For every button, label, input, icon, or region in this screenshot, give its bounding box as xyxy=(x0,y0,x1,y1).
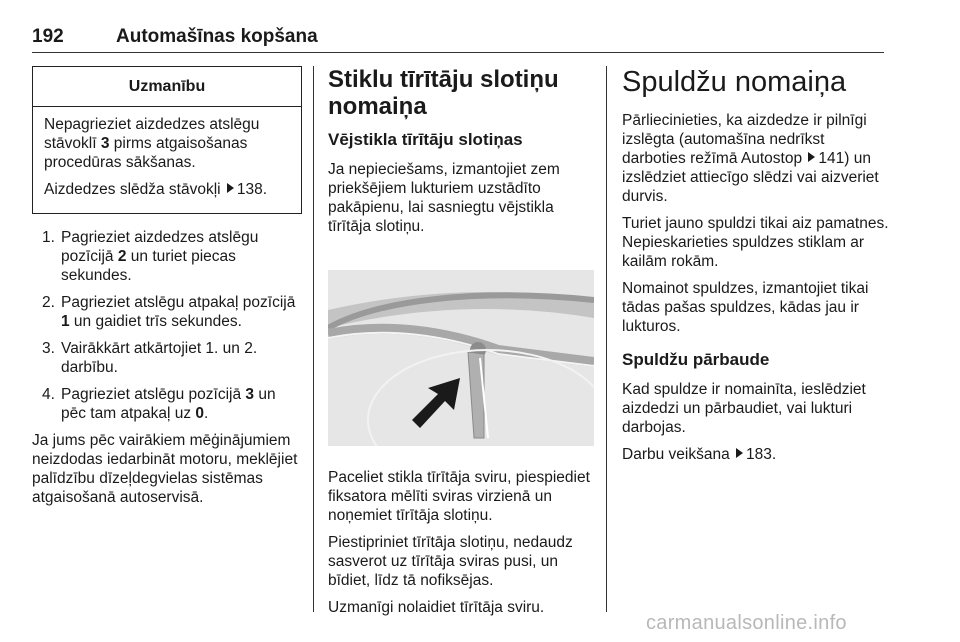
page-title: Automašīnas kopšana xyxy=(116,26,318,47)
step-position: 3 xyxy=(245,386,255,403)
body-paragraph xyxy=(622,111,892,206)
step-text: Pagrieziet atslēgu atpakaļ pozīcijā xyxy=(61,294,296,311)
step-text: Vairākkārt atkārtojiet 1. un 2. darbību. xyxy=(61,340,258,376)
body-paragraph: Kad spuldze ir nomainīta, ieslēdziet aizdedzi un pārbaudiet, vai lukturi darbojas. xyxy=(622,381,866,436)
step-text: Pagrieziet atslēgu pozīcijā xyxy=(61,386,246,403)
column-right xyxy=(622,66,892,472)
step-number: 2. xyxy=(42,294,55,311)
instruction-paragraph: Uzmanīgi nolaidiet tīrītāja sviru. xyxy=(328,599,545,616)
step-position: 0 xyxy=(195,405,205,422)
subsection-heading: Vējstikla tīrītāju slotiņas xyxy=(328,130,523,149)
step-position: 2 xyxy=(117,248,127,265)
page-ref-number[interactable]: 183. xyxy=(746,446,777,463)
body-paragraph xyxy=(622,445,892,464)
step-text: . xyxy=(204,405,209,422)
warning-ref-text: Aizdedzes slēdža stāvokļi xyxy=(44,181,225,198)
list-item xyxy=(32,293,302,331)
step-position: 1 xyxy=(61,313,70,330)
warning-box xyxy=(32,66,302,214)
list-item xyxy=(32,339,302,377)
body-text: Darbu veikšana xyxy=(622,446,735,463)
body-text: Pārliecinieties, ka aizdedze ir pilnīgi izslēgta (automašīna nedrīkst darboties režīmā Autostop xyxy=(622,112,867,167)
page-ref-number[interactable]: 141 xyxy=(818,150,845,167)
list-item xyxy=(32,228,302,285)
page-ref-icon xyxy=(227,183,234,193)
step-text: un turiet piecas sekundes. xyxy=(61,248,236,284)
watermark: carmanualsonline.info xyxy=(646,612,847,634)
warning-body xyxy=(33,107,301,213)
section-heading: Spuldžu nomaiņa xyxy=(622,66,847,98)
closing-paragraph: Ja jums pēc vairākiem mēģinājumiem neizdodas iedarbināt motoru, meklējiet palīdzību dīzeļdegvielas sistēmas atgaisošanā autoservisā. xyxy=(32,432,298,506)
body-paragraph: Turiet jauno spuldzi tikai aiz pamatnes. Nepieskarieties spuldzes stiklam ar kailām rokām. xyxy=(622,215,889,270)
step-number: 3. xyxy=(42,340,55,357)
column-left xyxy=(32,66,302,515)
wiper-image xyxy=(328,270,594,446)
step-number: 4. xyxy=(42,386,55,403)
page-ref-icon xyxy=(736,448,743,458)
column-divider xyxy=(313,66,314,612)
instruction-paragraph: Piestipriniet tīrītāja slotiņu, nedaudz sasverot uz tīrītāja sviras pusi, un bīdiet, līdz tā nofiksējas. xyxy=(328,534,573,589)
step-text: Pagrieziet aizdedzes atslēgu pozīcijā xyxy=(61,229,259,265)
list-item xyxy=(32,385,302,423)
body-paragraph: Nomainot spuldzes, izmantojiet tikai tādas pašas spuldzes, kādas jau ir lukturos. xyxy=(622,280,869,335)
section-heading: Stiklu tīrītāju slotiņu nomaiņa xyxy=(328,66,559,120)
warning-paragraph xyxy=(44,115,292,172)
warning-position: 3 xyxy=(100,135,110,152)
warning-text: pirms atgaisošanas procedūras sākšanas. xyxy=(44,135,248,171)
subsection-heading: Spuldžu pārbaude xyxy=(622,350,770,369)
warning-text: Nepagrieziet aizdedzes atslēgu stāvoklī xyxy=(44,116,260,152)
column-divider xyxy=(606,66,607,612)
warning-reference xyxy=(44,180,292,199)
step-number: 1. xyxy=(42,229,55,246)
step-text: un pēc tam atpakaļ uz xyxy=(61,386,276,422)
wiper-blade-illustration xyxy=(328,270,594,446)
body-text: ) un izslēdziet attiecīgo slēdzi vai aizveriet durvis. xyxy=(622,150,879,205)
intro-paragraph: Ja nepieciešams, izmantojiet zem priekšējiem lukturiem uzstādīto pakāpienu, lai sasniegtu vējstikla tīrītāja slotiņu. xyxy=(328,161,560,235)
page-header xyxy=(32,22,884,53)
step-text: un gaidiet trīs sekundes. xyxy=(69,313,242,330)
steps-list xyxy=(32,228,302,423)
page-ref-icon xyxy=(808,152,815,162)
instruction-paragraph: Paceliet stikla tīrītāja sviru, piespiediet fiksatora mēlīti sviras virzienā un noņemiet tīrītāja slotiņu. xyxy=(328,469,590,524)
warning-title: Uzmanību xyxy=(33,67,301,107)
column-middle xyxy=(328,66,598,625)
page-number: 192 xyxy=(32,26,64,47)
warning-ref-page[interactable]: 138. xyxy=(236,181,268,198)
